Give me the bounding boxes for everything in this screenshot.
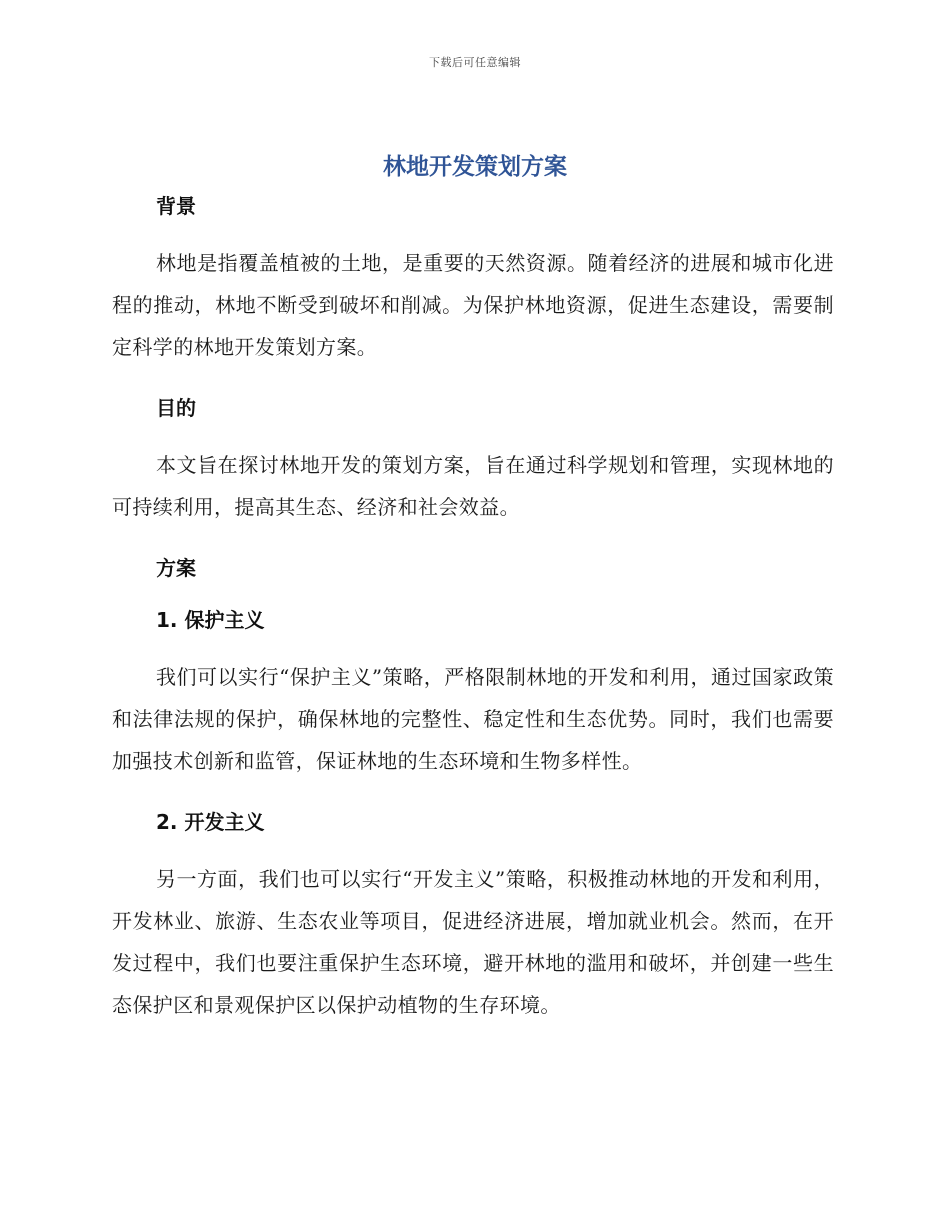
section-heading-goal: 目的 xyxy=(156,396,196,420)
subsection-text-development: 另一方面，我们也可以实行“开发主义”策略，积极推动林地的开发和利用，开发林业、旅游、生态农业等项目，促进经济进展，增加就业机会。然而，在开发过程中，我们也要注重保护生态环境，避开林地的滥用和破坏，并创建一些生态保护区和景观保护区以保护动植物的生存环境。 xyxy=(112,867,834,1017)
document-title: 林地开发策划方案 xyxy=(383,154,567,180)
subsection-text-protection: 我们可以实行“保护主义”策略，严格限制林地的开发和利用，通过国家政策和法律法规的保护，确保林地的完整性、稳定性和生态优势。同时，我们也需要加强技术创新和监管，保证林地的生态环境和生物多样性。 xyxy=(112,665,834,773)
section-heading-background: 背景 xyxy=(156,194,196,218)
header-note: 下载后可任意编辑 xyxy=(429,56,521,69)
section-text-background: 林地是指覆盖植被的土地，是重要的天然资源。随着经济的进展和城市化进程的推动，林地不断受到破坏和削减。为保护林地资源，促进生态建设，需要制定科学的林地开发策划方案。 xyxy=(112,251,834,359)
section-heading-plan: 方案 xyxy=(156,556,196,580)
subsection-heading-development: 2. 开发主义 xyxy=(156,810,265,834)
section-text-goal: 本文旨在探讨林地开发的策划方案，旨在通过科学规划和管理，实现林地的可持续利用，提高其生态、经济和社会效益。 xyxy=(112,453,834,519)
document-body xyxy=(112,190,834,1026)
subsection-heading-protection: 1. 保护主义 xyxy=(156,608,265,632)
